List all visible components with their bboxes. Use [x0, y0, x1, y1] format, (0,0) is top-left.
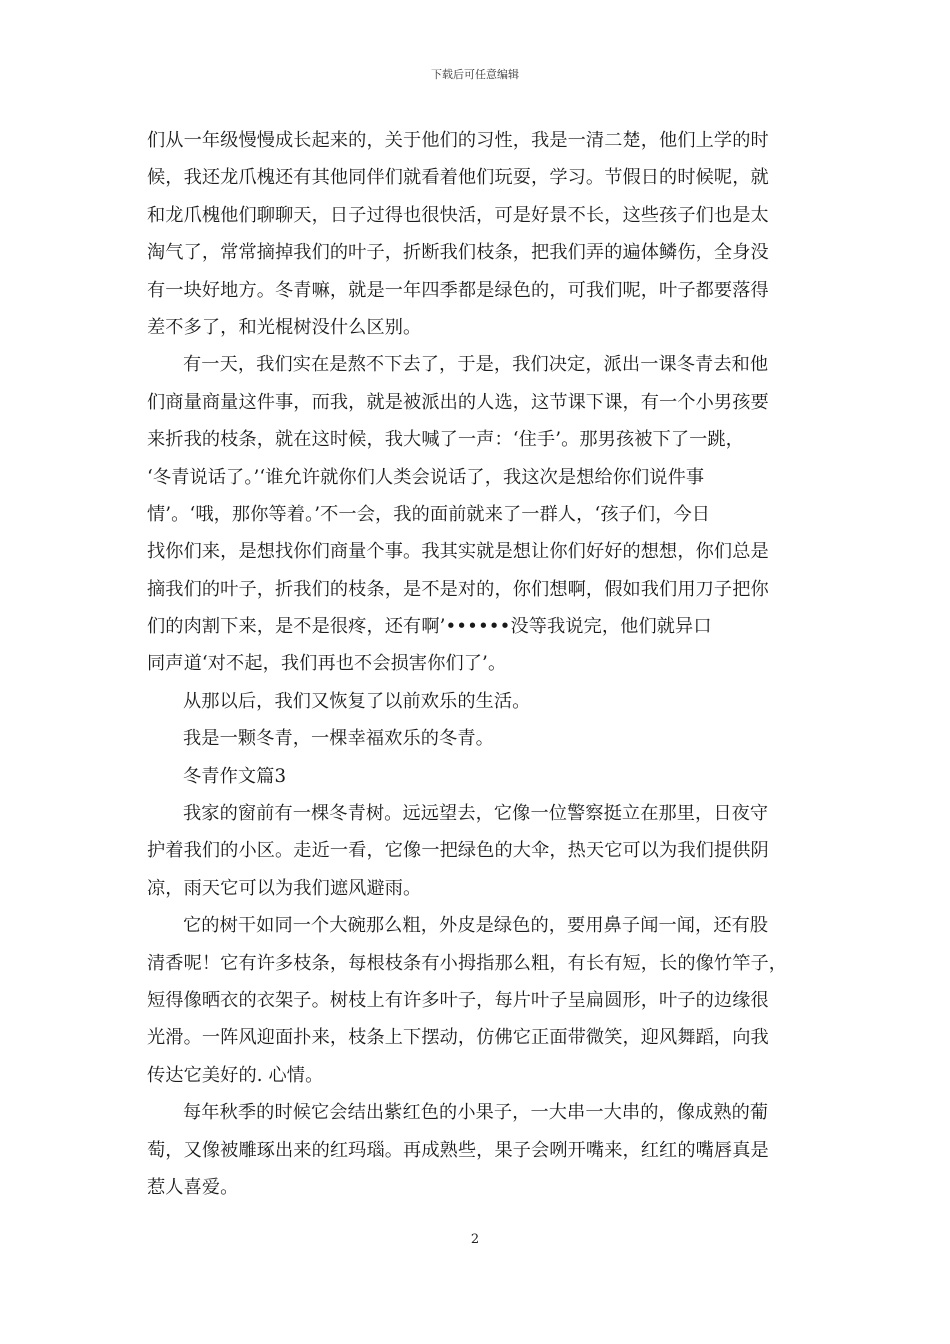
text-line: 凉，雨天它可以为我们遮风避雨。: [147, 877, 422, 899]
paragraph-start-line: 它的树干如同一个大碗那么粗，外皮是绿色的，要用鼻子闻一闻，还有股: [183, 915, 769, 937]
text-line: 们从一年级慢慢成长起来的，关于他们的习性，我是一清二楚，他们上学的时: [147, 130, 769, 151]
text-line: 同声道‘对不起，我们再也不会损害你们了’。: [147, 653, 507, 675]
text-line: 传达它美好的. 心情。: [147, 1064, 324, 1086]
text-line: 候，我还龙爪槐还有其他同伴们就看着他们玩耍，学习。节假日的时候呢，就: [147, 167, 769, 189]
text-line: ‘冬青说话了。’‘谁允许就你们人类会说话了，我这次是想给你们说件事: [147, 466, 705, 488]
text-line: 们商量商量这件事，而我，就是被派出的人选，这节课下课，有一个小男孩要: [147, 391, 769, 413]
page-number: 2: [470, 1232, 480, 1247]
text-line: 光滑。一阵风迎面扑来，枝条上下摆动，仿佛它正面带微笑，迎风舞蹈，向我: [147, 1027, 769, 1049]
text-line: 护着我们的小区。走近一看，它像一把绿色的大伞，热天它可以为我们提供阴: [147, 840, 769, 862]
text-line: 差不多了，和光棍树没什么区别。: [147, 316, 422, 338]
section-heading: 冬青作文篇3: [183, 765, 287, 787]
text-line: 淘气了，常常摘掉我们的叶子，折断我们枝条，把我们弄的遍体鳞伤，全身没: [147, 242, 769, 264]
paragraph-start-line: 有一天，我们实在是熬不下去了，于是，我们决定，派出一课冬青去和他: [183, 354, 769, 376]
paragraph-start-line: 我是一颗冬青，一棵幸福欢乐的冬青。: [183, 728, 494, 750]
text-line: 有一块好地方。冬青嘛，就是一年四季都是绿色的，可我们呢，叶子都要落得: [147, 279, 769, 301]
text-line: 惹人喜爱。: [147, 1176, 239, 1198]
text-line: 短得像晒衣的衣架子。树枝上有许多叶子，每片叶子呈扁圆形，叶子的边缘很: [147, 989, 769, 1011]
text-line: 和龙爪槐他们聊聊天，日子过得也很快活，可是好景不长，这些孩子们也是太: [147, 204, 769, 226]
text-line: 来折我的枝条，就在这时候，我大喊了一声：‘住手’。那男孩被下了一跳，: [147, 429, 744, 451]
page-header: 下载后可任意编辑: [431, 68, 519, 81]
text-line: 萄，又像被雕琢出来的红玛瑙。再成熟些，果子会咧开嘴来，红红的嘴唇真是: [147, 1139, 769, 1161]
paragraph-start-line: 每年秋季的时候它会结出紫红色的小果子，一大串一大串的，像成熟的葡: [183, 1102, 769, 1124]
paragraph-start-line: 我家的窗前有一棵冬青树。远远望去，它像一位警察挺立在那里，日夜守: [183, 803, 769, 825]
text-line: 情’。‘哦，那你等着。’不一会，我的面前就来了一群人，‘孩子们，今日: [147, 503, 711, 525]
text-line: 摘我们的叶子，折我们的枝条，是不是对的，你们想啊，假如我们用刀子把你: [147, 578, 769, 600]
document-body: [147, 122, 807, 1206]
text-line: 清香呢！它有许多枝条，每根枝条有小拇指那么粗，有长有短，长的像竹竿子，: [147, 952, 788, 974]
text-line: 找你们来，是想找你们商量个事。我其实就是想让你们好好的想想，你们总是: [147, 541, 769, 563]
text-line: 们的肉割下来，是不是很疼，还有啊’••••••没等我说完，他们就异口: [147, 616, 712, 638]
paragraph-start-line: 从那以后，我们又恢复了以前欢乐的生活。: [183, 690, 531, 712]
